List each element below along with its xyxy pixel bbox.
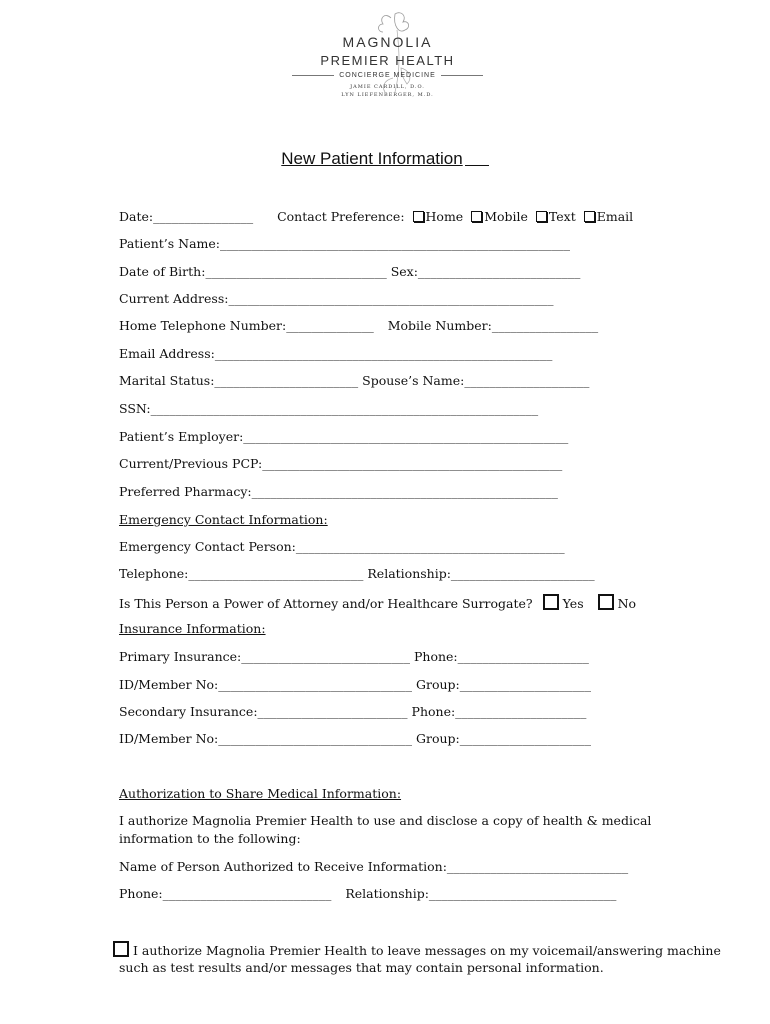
group-field-1[interactable]: Group:_____________________ — [415, 677, 591, 692]
authorized-relationship-field[interactable]: Relationship:______________________________ — [345, 886, 617, 901]
marital-row — [119, 373, 589, 389]
member-id-field-1[interactable]: ID/Member No:_______________________________ — [119, 677, 412, 692]
poa-no-label: No — [617, 596, 637, 611]
emergency-heading: Emergency Contact Information: — [119, 512, 328, 527]
pcp-field[interactable]: Current/Previous PCP:________________________________________________ — [119, 456, 563, 471]
logo-doctor-2: LYN LIEFENBERGER, M.D. — [341, 92, 434, 98]
logo-name: MAGNOLIA — [342, 34, 433, 50]
secondary-phone-field[interactable]: Phone:_____________________ — [411, 704, 587, 719]
authorization-heading: Authorization to Share Medical Information: — [119, 786, 402, 801]
spouse-name-field[interactable]: Spouse’s Name:____________________ — [362, 373, 590, 388]
voicemail-row — [113, 941, 721, 959]
emergency-phone-row — [119, 566, 595, 582]
date-field[interactable]: Date:________________ — [119, 209, 254, 224]
email-field[interactable]: Email Address:______________________________________________________ — [119, 346, 553, 361]
primary-insurance-field[interactable]: Primary Insurance:___________________________ — [119, 649, 410, 664]
primary-phone-field[interactable]: Phone:_____________________ — [413, 649, 589, 664]
poa-yes-label: Yes — [562, 596, 584, 611]
home-phone-field[interactable]: Home Telephone Number:______________ — [119, 318, 374, 333]
pharmacy-field[interactable]: Preferred Pharmacy:_________________________________________________ — [119, 484, 558, 499]
primary-insurance-row — [119, 649, 589, 665]
authorized-phone-field[interactable]: Phone:___________________________ — [119, 886, 332, 901]
text-checkbox[interactable] — [536, 211, 547, 222]
patient-name-field[interactable]: Patient’s Name:________________________________________________________ — [119, 236, 571, 251]
authorization-text: I authorize Magnolia Premier Health to use and disclose a copy of health & medical information to the following: — [119, 813, 652, 846]
phone-row — [119, 318, 598, 334]
magnolia-flower-icon — [285, 8, 490, 96]
logo-subname: PREMIER HEALTH — [320, 53, 455, 68]
address-field[interactable]: Current Address:____________________________________________________ — [119, 291, 554, 306]
home-option-label: Home — [425, 209, 464, 224]
home-checkbox[interactable] — [413, 211, 424, 222]
member-id-field-2[interactable]: ID/Member No:_______________________________ — [119, 731, 412, 746]
member-id-row-2 — [119, 731, 591, 747]
date-row — [119, 209, 633, 225]
contact-preference-label: Contact Preference: — [277, 209, 405, 224]
page-title: New Patient Information — [0, 149, 770, 169]
logo — [285, 8, 490, 96]
sex-field[interactable]: Sex:__________________________ — [390, 264, 581, 279]
poa-yes-checkbox[interactable] — [543, 594, 559, 610]
mobile-option-label: Mobile — [484, 209, 528, 224]
member-id-row-1 — [119, 677, 591, 693]
emergency-person-field[interactable]: Emergency Contact Person:___________________________________________ — [119, 539, 565, 554]
voicemail-checkbox[interactable] — [113, 941, 129, 957]
marital-status-field[interactable]: Marital Status:_______________________ — [119, 373, 359, 388]
employer-field[interactable]: Patient’s Employer:____________________________________________________ — [119, 429, 569, 444]
poa-row — [119, 594, 636, 612]
email-checkbox[interactable] — [584, 211, 595, 222]
email-option-label: Email — [596, 209, 634, 224]
poa-question: Is This Person a Power of Attorney and/or Healthcare Surrogate? — [119, 596, 533, 611]
voicemail-text-1: I authorize Magnolia Premier Health to leave messages on my voicemail/answering machine — [133, 943, 721, 958]
logo-tagline: CONCIERGE MEDICINE — [285, 72, 490, 79]
dob-sex-row — [119, 264, 580, 280]
emergency-telephone-field[interactable]: Telephone:____________________________ — [119, 566, 364, 581]
group-field-2[interactable]: Group:_____________________ — [415, 731, 591, 746]
emergency-relationship-field[interactable]: Relationship:_______________________ — [367, 566, 595, 581]
insurance-heading: Insurance Information: — [119, 621, 266, 636]
mobile-checkbox[interactable] — [471, 211, 482, 222]
secondary-insurance-field[interactable]: Secondary Insurance:________________________ — [119, 704, 408, 719]
voicemail-text-2: such as test results and/or messages that may contain personal information. — [119, 960, 604, 975]
text-option-label: Text — [548, 209, 576, 224]
secondary-insurance-row — [119, 704, 586, 720]
authorized-phone-row — [119, 886, 616, 902]
poa-no-checkbox[interactable] — [598, 594, 614, 610]
authorized-person-field[interactable]: Name of Person Authorized to Receive Information:_____________________________ — [119, 859, 629, 874]
dob-field[interactable]: Date of Birth:_____________________________ — [119, 264, 387, 279]
ssn-field[interactable]: SSN:______________________________________________________________ — [119, 401, 539, 416]
mobile-number-field[interactable]: Mobile Number:_________________ — [387, 318, 599, 333]
logo-doctor-1: JAMIE CARDILL, D.O. — [350, 84, 425, 90]
